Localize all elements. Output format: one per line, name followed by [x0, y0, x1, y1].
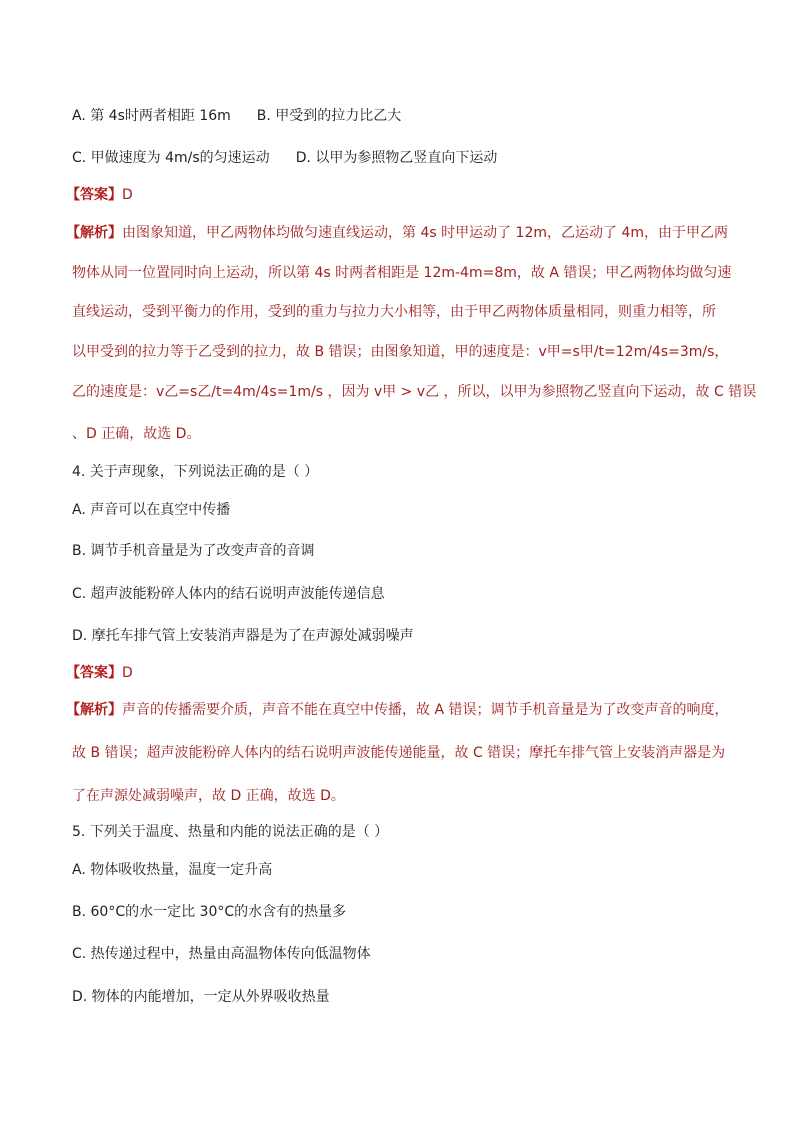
q3-answer	[66, 185, 133, 205]
q5-option-b: B. 60°C的水一定比 30°C的水含有的热量多	[72, 904, 347, 920]
q4-answer	[66, 663, 133, 683]
q3-analysis-line-4: 以甲受到的拉力等于乙受到的拉力，故 B 错误；由图象知道，甲的速度是：v甲=s甲/t=12m/4s=3m/s，	[72, 344, 729, 360]
q4-analysis-line-2: 故 B 错误；超声波能粉碎人体内的结石说明声波能传递能量，故 C 错误；摩托车排气管上安装消声器是为	[72, 745, 726, 761]
q3-options-row-2	[72, 148, 497, 168]
q4-option-b: B. 调节手机音量是为了改变声音的音调	[72, 543, 315, 559]
q4-analysis-text-1: 声音的传播需要介质，声音不能在真空中传播，故 A 错误；调节手机音量是为了改变声音的响度，	[122, 702, 729, 718]
q4-analysis-tag: 【解析】	[66, 702, 122, 718]
q4-analysis-line-1	[66, 700, 728, 720]
q4-option-a: A. 声音可以在真空中传播	[72, 502, 231, 518]
q5-option-d: D. 物体的内能增加，一定从外界吸收热量	[72, 989, 330, 1005]
q3-option-b: B. 甲受到的拉力比乙大	[256, 108, 402, 124]
q3-option-d: D. 以甲为参照物乙竖直向下运动	[295, 150, 498, 166]
q3-analysis-line-6: 、D 正确，故选 D。	[72, 426, 201, 442]
q5-option-a: A. 物体吸收热量，温度一定升高	[72, 862, 273, 878]
q4-analysis-line-3: 了在声源处减弱噪声，故 D 正确，故选 D。	[72, 788, 345, 804]
q3-answer-value: D	[122, 187, 133, 203]
q3-analysis-line-1	[66, 223, 728, 243]
q4-answer-value: D	[122, 665, 133, 681]
q4-option-d: D. 摩托车排气管上安装消声器是为了在声源处减弱噪声	[72, 628, 414, 644]
q4-option-c: C. 超声波能粉碎人体内的结石说明声波能传递信息	[72, 586, 385, 602]
q3-options-row-1	[72, 106, 401, 126]
q4-stem: 4. 关于声现象，下列说法正确的是（ ）	[72, 464, 319, 480]
q5-option-c: C. 热传递过程中，热量由高温物体传向低温物体	[72, 946, 371, 962]
q3-analysis-text-1: 由图象知道，甲乙两物体均做匀速直线运动，第 4s 时甲运动了 12m，乙运动了 4m，由于甲乙两	[122, 225, 728, 241]
q5-stem: 5. 下列关于温度、热量和内能的说法正确的是（ ）	[72, 824, 389, 840]
q3-option-c: C. 甲做速度为 4m/s的匀速运动	[72, 150, 270, 166]
q4-answer-tag: 【答案】	[66, 665, 122, 681]
q3-analysis-line-5: 乙的速度是：v乙=s乙/t=4m/4s=1m/s ，因为 v甲 > v乙 ，所以，以甲为参照物乙竖直向下运动，故 C 错误	[72, 384, 757, 400]
q3-analysis-line-3: 直线运动，受到平衡力的作用，受到的重力与拉力大小相等，由于甲乙两物体质量相同，则重力相等，所	[72, 304, 716, 320]
q3-answer-tag: 【答案】	[66, 187, 122, 203]
q3-option-a: A. 第 4s时两者相距 16m	[72, 108, 231, 124]
q3-analysis-tag: 【解析】	[66, 225, 122, 241]
q3-analysis-line-2: 物体从同一位置同时向上运动，所以第 4s 时两者相距是 12m-4m=8m，故 A 错误；甲乙两物体均做匀速	[72, 265, 732, 281]
